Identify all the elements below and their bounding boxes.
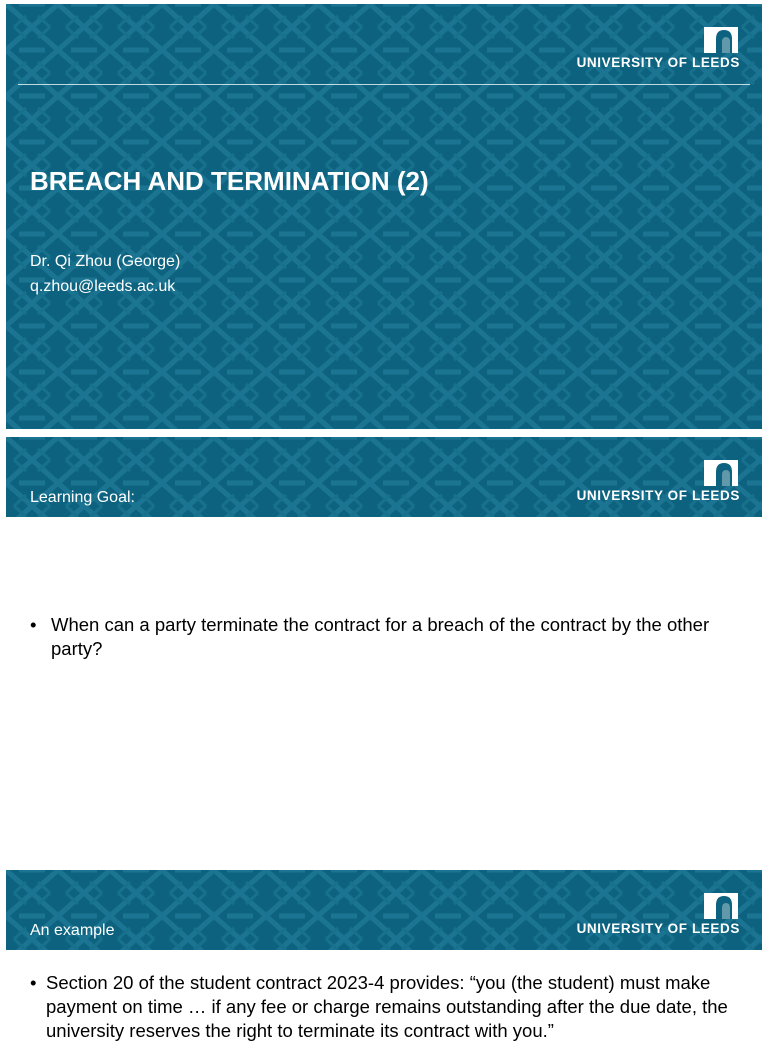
university-wordmark: UNIVERSITY OF LEEDS — [576, 921, 740, 936]
university-shield-icon — [704, 27, 738, 53]
university-shield-icon — [704, 460, 738, 486]
learning-goal-header — [6, 437, 762, 517]
university-logo — [540, 27, 740, 71]
example-header — [6, 870, 762, 950]
slide-title: BREACH AND TERMINATION (2) — [30, 166, 429, 196]
university-wordmark: UNIVERSITY OF LEEDS — [576, 55, 740, 70]
bullet-text: Section 20 of the student contract 2023-4 provides: “you (the student) must make payment on time … if any fee or charge remains outstanding after the due date, the university reserves the right to terminate its contract with you.” — [46, 972, 728, 1041]
section-heading: Learning Goal: — [30, 489, 135, 506]
section-heading: An example — [30, 922, 115, 939]
university-wordmark: UNIVERSITY OF LEEDS — [576, 488, 740, 503]
author-name: Dr. Qi Zhou (George) — [30, 253, 181, 270]
title-slide — [6, 4, 762, 429]
university-logo — [540, 893, 740, 937]
university-shield-icon — [704, 893, 738, 919]
bullet-marker: • — [30, 972, 37, 993]
list-item — [30, 971, 745, 1043]
bullet-text: When can a party terminate the contract for a breach of the contract by the other party? — [51, 614, 710, 659]
list-item — [30, 613, 745, 661]
header-divider — [18, 84, 750, 85]
bullet-marker: • — [30, 614, 37, 635]
university-logo — [540, 460, 740, 504]
author-email: q.zhou@leeds.ac.uk — [30, 278, 176, 295]
